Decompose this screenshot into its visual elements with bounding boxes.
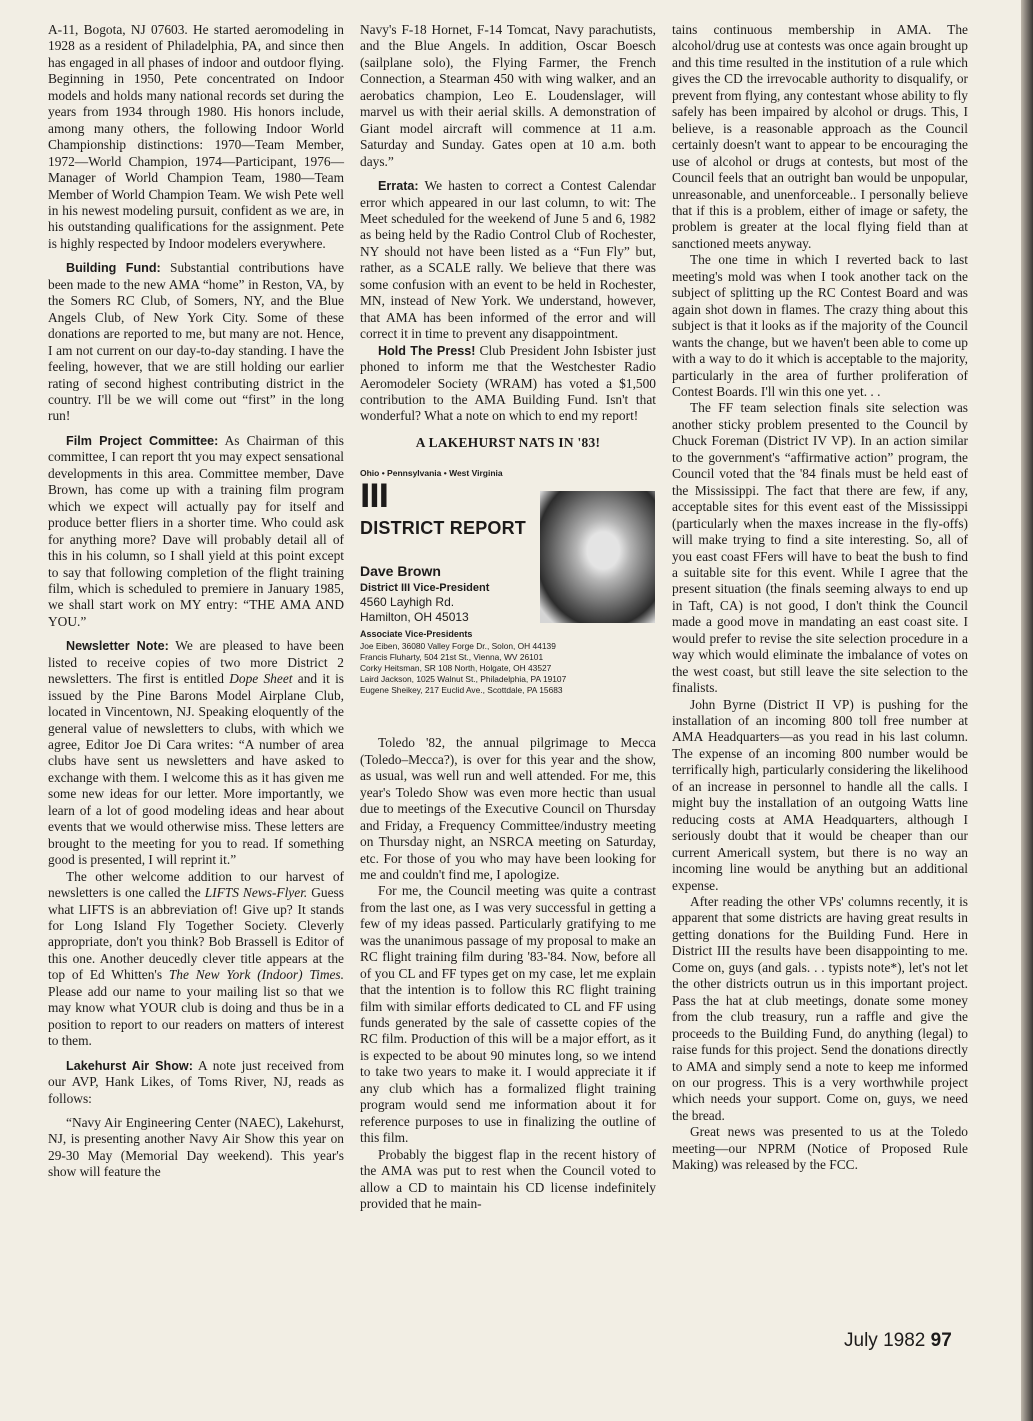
text-column-3 — [672, 22, 968, 1174]
text-run: A-11, Bogota, NJ 07603. He started aeromodeling in 1928 as a resident of Philadelphia, PA, and since then has engaged in all phases of indoor and outdoor flying. Beginning in 1950, Pete concentrated on Indoor models and holds many national records set during the years from 1934 through 1980. His honors include, among many others, the following Indoor World Championship distinctions: 1970—Team Member, 1972—World Champion, 1974—Participant, 1976—Manager of World Champion Team, 1980—Team Member of World Champion Team. We wish Pete well in his newest modeling pursuit, confident as we are, in his outstanding qualifications for the assignment. Pete is highly respected by Indoor modelers everywhere. — [48, 22, 344, 251]
district-report-header — [360, 465, 656, 727]
associate-vps — [360, 629, 566, 696]
paragraph — [360, 883, 656, 1146]
paragraph — [360, 22, 656, 170]
text-run: We are pleased to have been listed to receive copies of two more District 2 newsletters. The first is entitled — [48, 638, 345, 687]
district-states: Ohio • Pennsylvania • West Virginia — [360, 468, 503, 479]
italic-title: The New York (Indoor) Times. — [168, 967, 344, 983]
page-number: 97 — [930, 1330, 952, 1351]
section-lead-in: Film Project Committee: — [66, 433, 219, 448]
text-run: Navy's F-18 Hornet, F-14 Tomcat, Navy parachutists, and the Blue Angels. In addition, Oscar Boesch (sailplane solo), the Flying Farmer, the French Connection, a Stearman 450 with wing walker, and an aerobatics champion, Leo E. Loudenslager, will marvel us with their aerial skills. A demonstration of Giant model aircraft will commence at 11 a.m. Saturday and Sunday. Gates open at 10 a.m. both days.” — [360, 22, 656, 169]
text-run: John Byrne (District II VP) is pushing for the installation of an incoming 800 toll free number at AMA Headquarters—as you read in his last column. The expense of an incoming 800 number would be terrifically high, particularly considering the likelihood of an increase in personnel to handle all the calls. I might buy the installation of an outgoing Watts line reducing costs at AMA Headquarters, although I seriously doubt that it would be cheaper than our current Americall system, but there is no way an incoming line would be anything but an additional expense. — [672, 696, 968, 893]
paragraph — [48, 638, 344, 868]
text-run: After reading the other VPs' columns recently, it is apparent that some districts are having great results in getting donations for the Building Fund. Here in District III the results have been disappointing to me. Come on, guys (and gals. . . typists note*), let's not let the other districts outrun us in this important project. Pass the hat at club meetings, donate some money from the club treasury, run a raffle and give the proceeds to the Building Fund, do anything (legal) to raise funds for this project. Send the donations directly to AMA and simply send a note to keep me informed on our progress. This is a very worthwhile project which needs your support. Come on, guys, we need the bread. — [672, 894, 968, 1123]
paragraph — [48, 433, 344, 630]
vp-portrait-photo — [540, 491, 655, 623]
text-run: We hasten to correct a Contest Calendar error which appeared in our last column, to wit: The Meet scheduled for the weekend of June 5 and 6, 1982 as being held by the Radio Control Club of Rochester, NY should not have been listed as a “Fun Fly” but, rather, as a SCALE rally. We believe that there was some confusion with an event to be held in Rochester, MN, instead of New York. We understand, however, that AMA has been informed of the error and will correct it in time to prevent any disappointment. — [360, 178, 656, 342]
paragraph — [672, 252, 968, 400]
text-run: tains continuous membership in AMA. The alcohol/drug use at contests was once again brought up and this time resulted in the institution of a rule which gives the CD the irrevocable authority to disqualify, or prevent from flying, any contestant whose ability to fly safely has been impaired by alcohol or drugs. This, I believe, is a reasonable approach as the Council certainly doesn't want to appear to be encouraging the use of alcohol or drugs at contests, but most of the Council feels that an outright ban would be unpopular, unreasonable, and unenforceable.. I personally believe that if this is a problem, either of image or safety, the problem is greater at the local flying field than at sanctioned meets anyway. — [672, 22, 968, 251]
paragraph — [360, 1147, 656, 1213]
text-column-1 — [48, 22, 344, 1181]
associate-vp: Corky Heitsman, SR 108 North, Holgate, OH 43527 — [360, 662, 552, 673]
text-run: The one time in which I reverted back to last meeting's mold was when I took another tack on the subject of splitting up the RC Contest Board and was again shot down in flames. The crazy thing about this subject is that it looks as if the majority of the Council wants the change, but we haven't been able to come up with a way to do it which is acceptable to the majority, particularly in the area of further proliferation of Contest Boards. I'll win this one yet. . . — [672, 252, 968, 399]
paragraph — [360, 343, 656, 425]
paragraph — [672, 697, 968, 894]
issue-date: July 1982 — [844, 1330, 926, 1351]
italic-title: Dope Sheet — [229, 671, 293, 687]
paragraph — [672, 400, 968, 696]
text-column-2 — [360, 22, 656, 1212]
text-run: Club President John Isbister just phoned to inform me that the Westchester Radio Aeromodeler Society (WRAM) has voted a $1,500 contribution to the AMA Building Fund. Isn't that wonderful? What a note on which to end my report! — [360, 342, 657, 424]
text-run: Please add our name to your mailing list so that we may know what YOUR club is doing and thus be in a position to report to our readers on matters of interest to them. — [48, 983, 344, 1049]
vp-role: District III Vice-President — [360, 582, 490, 595]
italic-title: LIFTS News-Flyer. — [204, 885, 308, 901]
text-run: Great news was presented to us at the Toledo meeting—our NPRM (Notice of Proposed Rule Making) was released by the FCC. — [672, 1124, 968, 1173]
text-run: “Navy Air Engineering Center (NAEC), Lakehurst, NJ, is presenting another Navy Air Show this year on 29-30 May (Memorial Day weekend). This year's show will feature the — [48, 1115, 344, 1180]
paragraph — [48, 1115, 344, 1181]
district-number: III — [360, 477, 388, 516]
section-lead-in: Lakehurst Air Show: — [66, 1058, 193, 1073]
text-run: For me, the Council meeting was quite a contrast from the last one, as I was very successful in getting a few of my ideas passed. Particularly gratifying to me was the unanimous passage of my proposal to make an RC flight training film during '83-'84. Now, before all of you CL and FF types get on my case, let me explain that the intention is to follow this RC flight training film with similar efforts dedicated to CL and FF using funds generated by the sale of cassette copies of the RC film. Production of this will be a major effort, as it is expected to be about 90 minutes long, so we intend to take two years to make it. I would appreciate it if any club which has a formalized flight training program would send me information about it for reference purposes to use in finalizing the outline of this film. — [360, 883, 656, 1146]
associate-vp: Laird Jackson, 1025 Walnut St., Philadelphia, PA 19107 — [360, 674, 567, 685]
section-lead-in: Newsletter Note: — [66, 639, 169, 654]
section-lead-in: Errata: — [378, 179, 419, 194]
text-run: A LAKEHURST NATS IN '83! — [415, 434, 601, 450]
paragraph — [360, 178, 656, 343]
section-lead-in: Building Fund: — [66, 261, 161, 276]
paragraph — [672, 894, 968, 1124]
vp-name: Dave Brown — [360, 563, 441, 580]
page-footer — [844, 1330, 952, 1352]
text-run: As Chairman of this committee, I can report tht you may expect sensational developments in this area. Committee member, Dave Brown, has come up with a training film program which we expect will actually pay for itself and produce better fliers in a shorter time. Who could ask for anything more? Dave will probably detail all of this in his column, so I shall yield at this point except to say that following completion of the flight training film, which is scheduled to premiere in January 1985, we shall start work on MY entry: “THE AMA AND YOU.” — [48, 432, 344, 629]
paragraph — [672, 22, 968, 252]
text-run: and it is issued by the Pine Barons Model Airplane Club, located in Vincentown, NJ. Speaking eloquently of the general value of newsletters to clubs, with which we agree, Editor Joe Di Cara writes: “A number of area clubs have sent us newsletters and have asked to exchange with them. I welcome this as it has given me some new ideas for our letter. More importantly, we learn of a lot of good modeling ideas and hear about events that we would otherwise miss. These letters are brought to the meeting for you to read. If something good is presented, I will reprint it.” — [48, 671, 345, 868]
text-run: Guess what LIFTS is an abbreviation of! Give up? It stands for Long Island Fly Together Society. Cleverly appropriate, don't you think? Bob Brassell is Editor of this one. Another deucedly clever title appears at the top of Ed Whitten's — [48, 885, 344, 983]
text-run: Probably the biggest flap in the recent history of the AMA was put to rest when the Council voted to allow a CD to maintain his CD license indefinitely provided that he main- — [360, 1146, 656, 1212]
paragraph — [48, 22, 344, 252]
paragraph — [48, 869, 344, 1050]
paragraph — [48, 260, 344, 425]
page-edge-shadow — [1021, 0, 1033, 1421]
district-report-title: DISTRICT REPORT — [360, 518, 527, 539]
associate-vps-heading: Associate Vice-Presidents — [360, 629, 473, 640]
paragraph — [360, 735, 656, 883]
paragraph — [48, 1058, 344, 1107]
address-line: 4560 Layhigh Rd. — [360, 595, 455, 610]
associate-vp: Francis Fluharty, 504 21st St., Vienna, WV 26101 — [360, 651, 544, 662]
text-run: The FF team selection finals site selection was another sticky problem presented to the Council by Chuck Foreman (District IV VP). In an action similar to the government's “affirmative action” program, the Council voted that the '84 finals must be held east of the Mississippi. The fact that there are few, if any, acceptable sites for this event east of the Mississippi (particularly when the maxes increase in the fly-offs) will make trying to find a site interesting. So, all of you east coast FFers will have to beat the bush to find a suitable site for this event. While I agree that the present situation (the finals seeming always to end up in Taft, CA) is not good, I don't think the Council made a good move in mandating an east coast site. I would prefer to revise the site selection procedure in a way which would eliminate the imbalance of votes on the west coast, but still leave the site selection to the finalists. — [672, 400, 968, 696]
vp-address — [360, 595, 469, 625]
text-run: Toledo '82, the annual pilgrimage to Mecca (Toledo–Mecca?), is over for this year and the show, as usual, was well run and well attended. For me, this year's Toledo Show was even more hectic than usual due to meetings of the Executive Council on Thursday and Friday, a Frequency Committee/industry meeting on Thursday night, an NSRCA meeting on Saturday, etc. For those of you who may have been looking for me and couldn't find me, I apologize. — [360, 735, 656, 882]
associate-vp: Eugene Sheikey, 217 Euclid Ave., Scottdale, PA 15683 — [360, 685, 563, 696]
associate-vp: Joe Eiben, 36080 Valley Forge Dr., Solon, OH 44139 — [360, 640, 556, 651]
address-line: Hamilton, OH 45013 — [360, 610, 469, 625]
closing-slogan — [360, 435, 656, 451]
paragraph — [672, 1124, 968, 1173]
text-run: Substantial contributions have been made to the new AMA “home” in Reston, VA, by the Somers RC Club, of Somers, NY, and the Blue Angels Club, of New York City. Some of these donations are reported to me, but many are not. Hence, I am not current on our day-to-day standing. I have the feeling, however, that we are still holding our earlier rating of second highest contributing district in the country. I'll be we will come out “first” in the long run! — [48, 260, 345, 424]
text-run: The other welcome addition to our harvest of newsletters is one called the — [48, 868, 344, 901]
section-lead-in: Hold The Press! — [378, 343, 476, 358]
text-run: A note just received from our AVP, Hank Likes, of Toms River, NJ, reads as follows: — [48, 1057, 344, 1106]
